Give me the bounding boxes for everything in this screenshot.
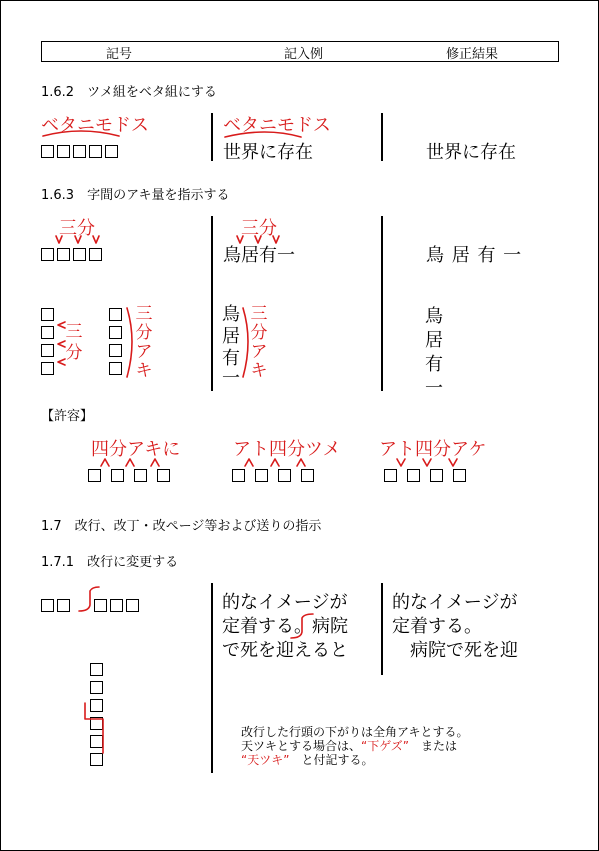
vert-result-4: 一 [425, 378, 443, 399]
example-text-sanbun: 鳥居有一 [223, 245, 295, 266]
header-symbol: 記号 [106, 47, 133, 62]
space-arrow-mark [93, 236, 99, 243]
correction-marks [1, 1, 598, 850]
line-break-mark [291, 614, 313, 638]
vert-example-side-3: ア [250, 342, 268, 362]
vert-example-side-2: 分 [250, 323, 268, 343]
beta-arc-mark [225, 132, 301, 137]
result-line-2: 定着する。 [392, 616, 482, 637]
note-text: 天ツキとする場合は、 [241, 739, 362, 753]
caret-mark [423, 459, 431, 466]
vert-side-2: 分 [135, 323, 153, 343]
result-text-sanbun: 鳥 居 有 一 [426, 245, 522, 266]
caret-mark [271, 459, 279, 466]
example-label-sanbun: 三分 [241, 218, 277, 239]
note-line-1: 改行した行頭の下がりは全角アキとする。 [241, 725, 469, 739]
vert-example-3: 有 [222, 348, 240, 369]
permit-heading: 【許容】 [41, 409, 94, 424]
space-arrow-mark [237, 236, 243, 243]
vert-mark-bun: 分 [65, 343, 83, 363]
example-line-1: 的なイメージが [222, 592, 348, 613]
caret-mark [397, 459, 405, 466]
example-text-beta: 世界に存在 [223, 142, 313, 163]
result-text-beta: 世界に存在 [426, 142, 516, 163]
bracket-mark [243, 308, 248, 377]
vert-example-side-4: キ [250, 361, 268, 381]
vert-side-4: キ [135, 361, 153, 381]
example-line-3: で死を迎えると [222, 640, 348, 661]
section-heading-1-6-3: 1.6.3 字間のアキ量を指示する [41, 188, 230, 203]
vert-result-1: 鳥 [425, 306, 443, 327]
section-heading-1-6-2: 1.6.2 ツメ組をベタ組にする [41, 85, 217, 100]
note-text: と付記する。 [301, 753, 374, 767]
result-line-3: 病院で死を迎 [410, 640, 518, 661]
vert-example-4: 一 [222, 368, 240, 389]
vert-side-1: 三 [135, 304, 153, 324]
section-heading-1-7-1: 1.7.1 改行に変更する [41, 555, 179, 570]
space-arrow-mark [58, 341, 65, 347]
vert-example-2: 居 [222, 326, 240, 347]
caret-mark [126, 459, 134, 466]
note-text: または [421, 739, 458, 753]
vert-example-1: 鳥 [222, 304, 240, 325]
permit-label-3: アト四分アケ [379, 439, 487, 460]
result-line-1: 的なイメージが [392, 592, 518, 613]
example-line-2: 定着する。病院 [222, 616, 348, 637]
caret-mark [449, 459, 457, 466]
line-break-mark [79, 587, 99, 611]
space-arrow-mark [58, 322, 65, 328]
example-label-beta: ベタニモドス [223, 115, 331, 136]
space-arrow-mark [56, 236, 62, 243]
space-arrow-mark [273, 236, 279, 243]
section-heading-1-7: 1.7 改行、改丁・改ページ等および送りの指示 [41, 519, 322, 534]
header-result: 修正結果 [446, 47, 499, 62]
permit-label-2: アト四分ツメ [233, 439, 341, 460]
note-red-text: “下ゲズ” [361, 739, 409, 753]
space-arrow-mark [75, 236, 81, 243]
line-break-mark [85, 703, 103, 753]
vert-mark-san: 三 [65, 322, 83, 342]
bracket-mark [127, 308, 132, 377]
permit-label-1: 四分アキに [91, 439, 181, 460]
vert-example-side-1: 三 [250, 304, 268, 324]
note-red-text: “天ツキ” [241, 753, 290, 767]
space-arrow-mark [255, 236, 261, 243]
mark-label-beta: ベタニモドス [41, 115, 149, 136]
vert-result-2: 居 [425, 330, 443, 351]
space-arrow-mark [58, 359, 65, 365]
header-example: 記入例 [284, 47, 324, 62]
vert-result-3: 有 [425, 354, 443, 375]
caret-mark [151, 459, 159, 466]
vert-side-3: ア [135, 342, 153, 362]
caret-mark [245, 459, 253, 466]
caret-mark [297, 459, 305, 466]
caret-mark [101, 459, 109, 466]
mark-label-sanbun: 三分 [59, 218, 95, 239]
beta-arc-mark [43, 131, 119, 136]
